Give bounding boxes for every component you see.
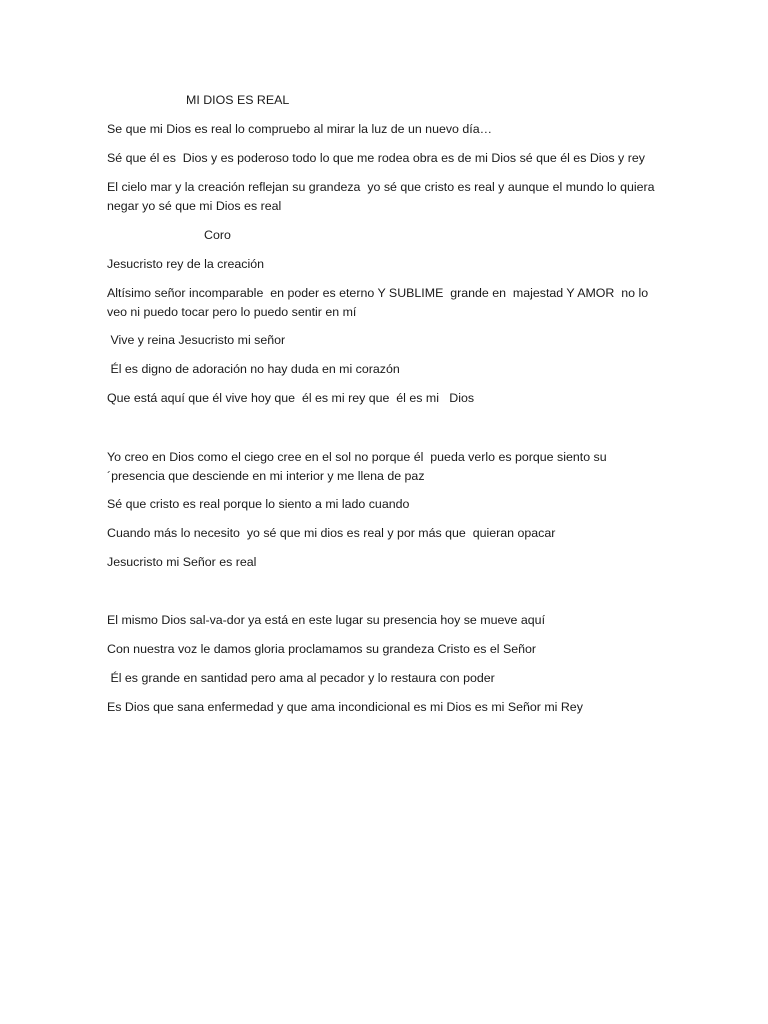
text-line-14: El mismo Dios sal-va-dor ya está en este lugar su presencia hoy se mueve aquí	[107, 613, 546, 627]
text-line-16: Él es grande en santidad pero ama al pecador y lo restaura con poder	[107, 671, 495, 685]
text-line-13: Jesucristo mi Señor es real	[107, 555, 257, 569]
text-line-11: Sé que cristo es real porque lo siento a mi lado cuando	[107, 497, 410, 511]
text-line-5: Jesucristo rey de la creación	[107, 257, 265, 271]
text-line-8: Él es digno de adoración no hay duda en mi corazón	[107, 362, 400, 376]
text-line-12: Cuando más lo necesito yo sé que mi dios es real y por más que quieran opacar	[107, 526, 556, 540]
text-line-3: El cielo mar y la creación reflejan su grandeza yo sé que cristo es real y aunque el mundo lo quiera negar yo sé que mi Dios es real	[107, 180, 655, 213]
text-line-1: Se que mi Dios es real lo compruebo al mirar la luz de un nuevo día…	[107, 122, 492, 136]
text-line-10: Yo creo en Dios como el ciego cree en el sol no porque él pueda verlo es porque siento su ´presencia que desciende en mi interior y me llena de paz	[107, 450, 607, 483]
text-line-17: Es Dios que sana enfermedad y que ama incondicional es mi Dios es mi Señor mi Rey	[107, 700, 583, 714]
text-line-2: Sé que él es Dios y es poderoso todo lo que me rodea obra es de mi Dios sé que él es Dios y rey	[107, 151, 645, 165]
text-line-15: Con nuestra voz le damos gloria proclamamos su grandeza Cristo es el Señor	[107, 642, 537, 656]
document-title: MI DIOS ES REAL	[186, 93, 290, 107]
text-line-9: Que está aquí que él vive hoy que él es mi rey que él es mi Dios	[107, 391, 475, 405]
text-line-6: Altísimo señor incomparable en poder es eterno Y SUBLIME grande en majestad Y AMOR no lo veo ni puedo tocar pero lo puedo sentir en mí	[107, 286, 649, 319]
chorus-heading: Coro	[204, 228, 231, 242]
text-line-7: Vive y reina Jesucristo mi señor	[107, 333, 286, 347]
